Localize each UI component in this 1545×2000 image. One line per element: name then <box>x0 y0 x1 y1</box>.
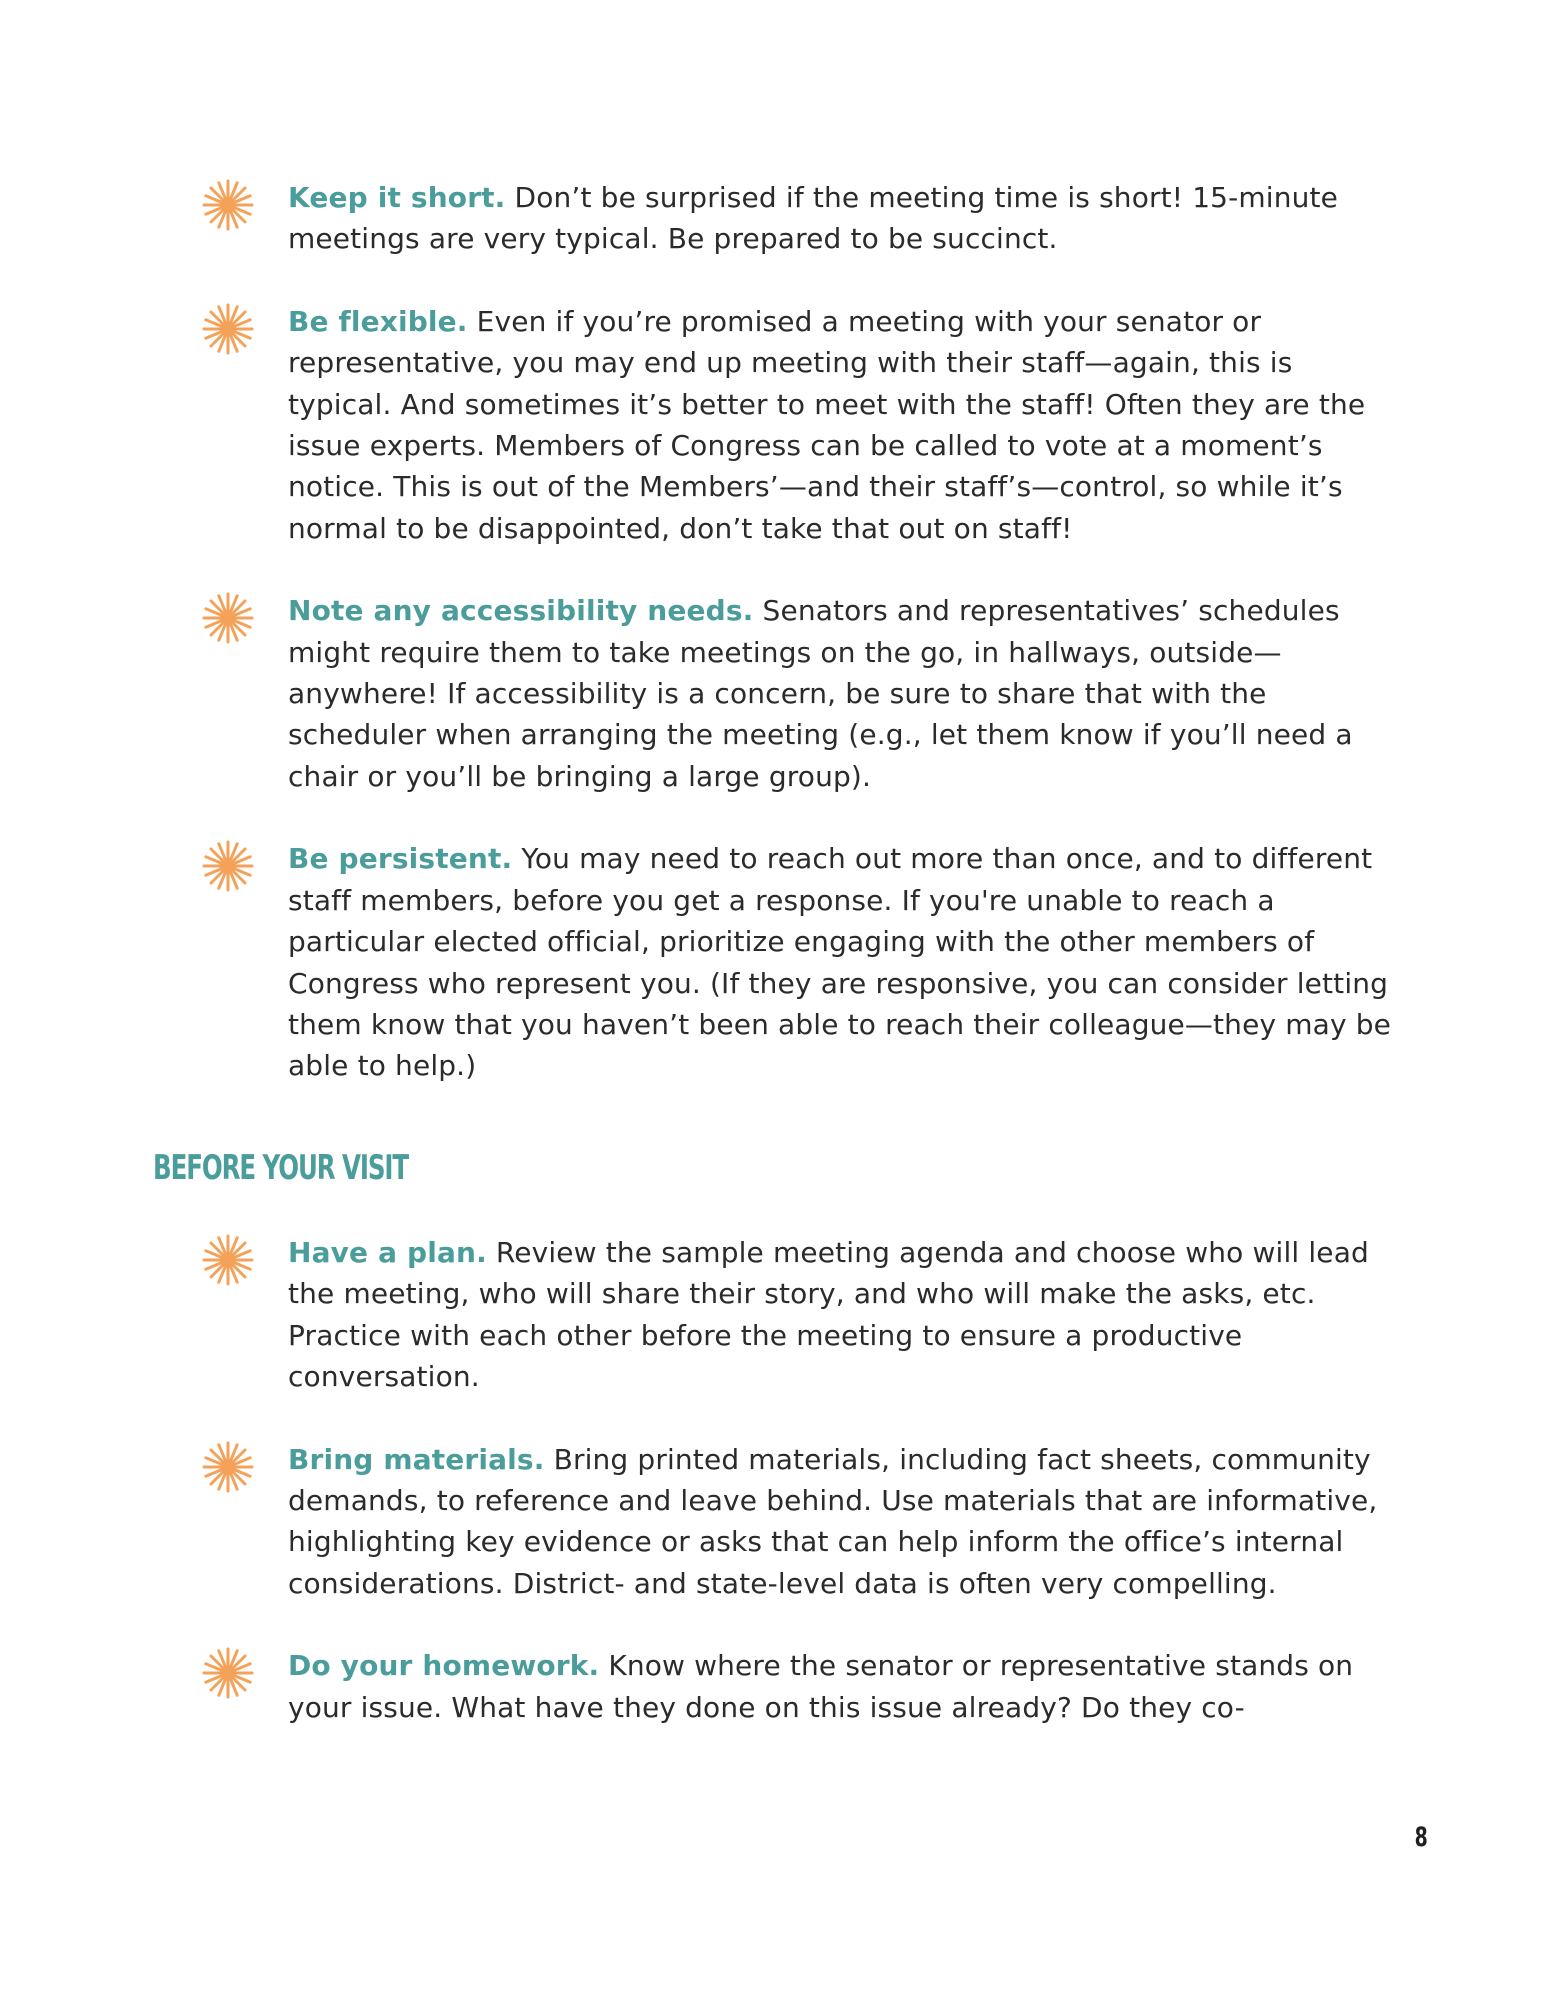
list-item-body: Know where the senator or representative stands on your issue. What have they done on this issue already? Do they co- <box>288 1649 1354 1724</box>
starburst-icon <box>200 177 256 233</box>
list-item-text <box>288 1439 1400 1605</box>
list-item <box>200 1645 1400 1728</box>
list-item-lead: Have a plan. <box>288 1236 487 1269</box>
list-item-body: Don’t be surprised if the meeting time is short! 15-minute meetings are very typical. Be prepared to be succinct. <box>288 181 1339 256</box>
list-item <box>200 177 1400 260</box>
starburst-icon <box>200 1232 256 1288</box>
list-item <box>200 1439 1400 1605</box>
tips-list <box>200 177 1400 1087</box>
starburst-icon <box>200 838 256 894</box>
list-item-lead: Bring materials. <box>288 1442 545 1476</box>
list-item-lead: Be flexible. <box>288 304 468 338</box>
list-item-text <box>288 1645 1400 1728</box>
list-item-body: Even if you’re promised a meeting with your senator or representative, you may end up meeting with their staff—again, this is typical. And sometimes it’s better to meet with the staff! Often they are the issue experts. Members of Congress can be called to vote at a moment’s notice. This is out of the Members’—and their staff’s—control, so while it’s normal to be disappointed, don’t take that out on staff! <box>288 304 1366 545</box>
list-item-text <box>288 177 1400 260</box>
list-item-body: Senators and representatives’ schedules might require them to take meetings on the go, in hallways, outside—anywhere! If accessibility is a concern, be sure to share that with the scheduler when arranging the meeting (e.g., let them know if you’ll need a chair or you’ll be bringing a large group). <box>288 594 1353 793</box>
list-item <box>200 1232 1400 1398</box>
list-item-lead: Do your homework. <box>288 1649 600 1683</box>
starburst-icon <box>200 301 256 357</box>
list-item <box>200 301 1400 549</box>
list-item <box>200 590 1400 797</box>
section-heading: BEFORE YOUR VISIT <box>153 1148 409 1188</box>
starburst-icon <box>200 1439 256 1495</box>
list-item-lead: Keep it short. <box>288 181 506 214</box>
before-visit-list <box>200 1232 1400 1728</box>
list-item <box>200 838 1400 1086</box>
list-item-text <box>288 1232 1400 1398</box>
starburst-icon <box>200 1645 256 1701</box>
list-item-lead: Be persistent. <box>288 842 513 876</box>
starburst-icon <box>200 590 256 646</box>
list-item-text <box>288 301 1400 549</box>
page-number: 8 <box>1414 1822 1428 1853</box>
list-item-text <box>288 838 1400 1086</box>
list-item-lead: Note any accessibility needs. <box>288 594 754 628</box>
list-item-body: You may need to reach out more than once, and to different staff members, before you get a response. If you're unable to reach a particular elected official, prioritize engaging with the other members of Congress who represent you. (If they are responsive, you can consider letting them know that you haven’t been able to reach their colleague—they may be able to help.) <box>288 842 1392 1083</box>
list-item-text <box>288 590 1400 797</box>
list-item-body: Bring printed materials, including fact sheets, community demands, to reference and leave behind. Use materials that are informative, highlighting key evidence or asks that can help inform the office’s internal considerations. District- and state-level data is often very compelling. <box>288 1442 1378 1600</box>
list-item-body: Review the sample meeting agenda and choose who will lead the meeting, who will share their story, and who will make the asks, etc. Practice with each other before the meeting to ensure a productive conversation. <box>288 1236 1369 1394</box>
